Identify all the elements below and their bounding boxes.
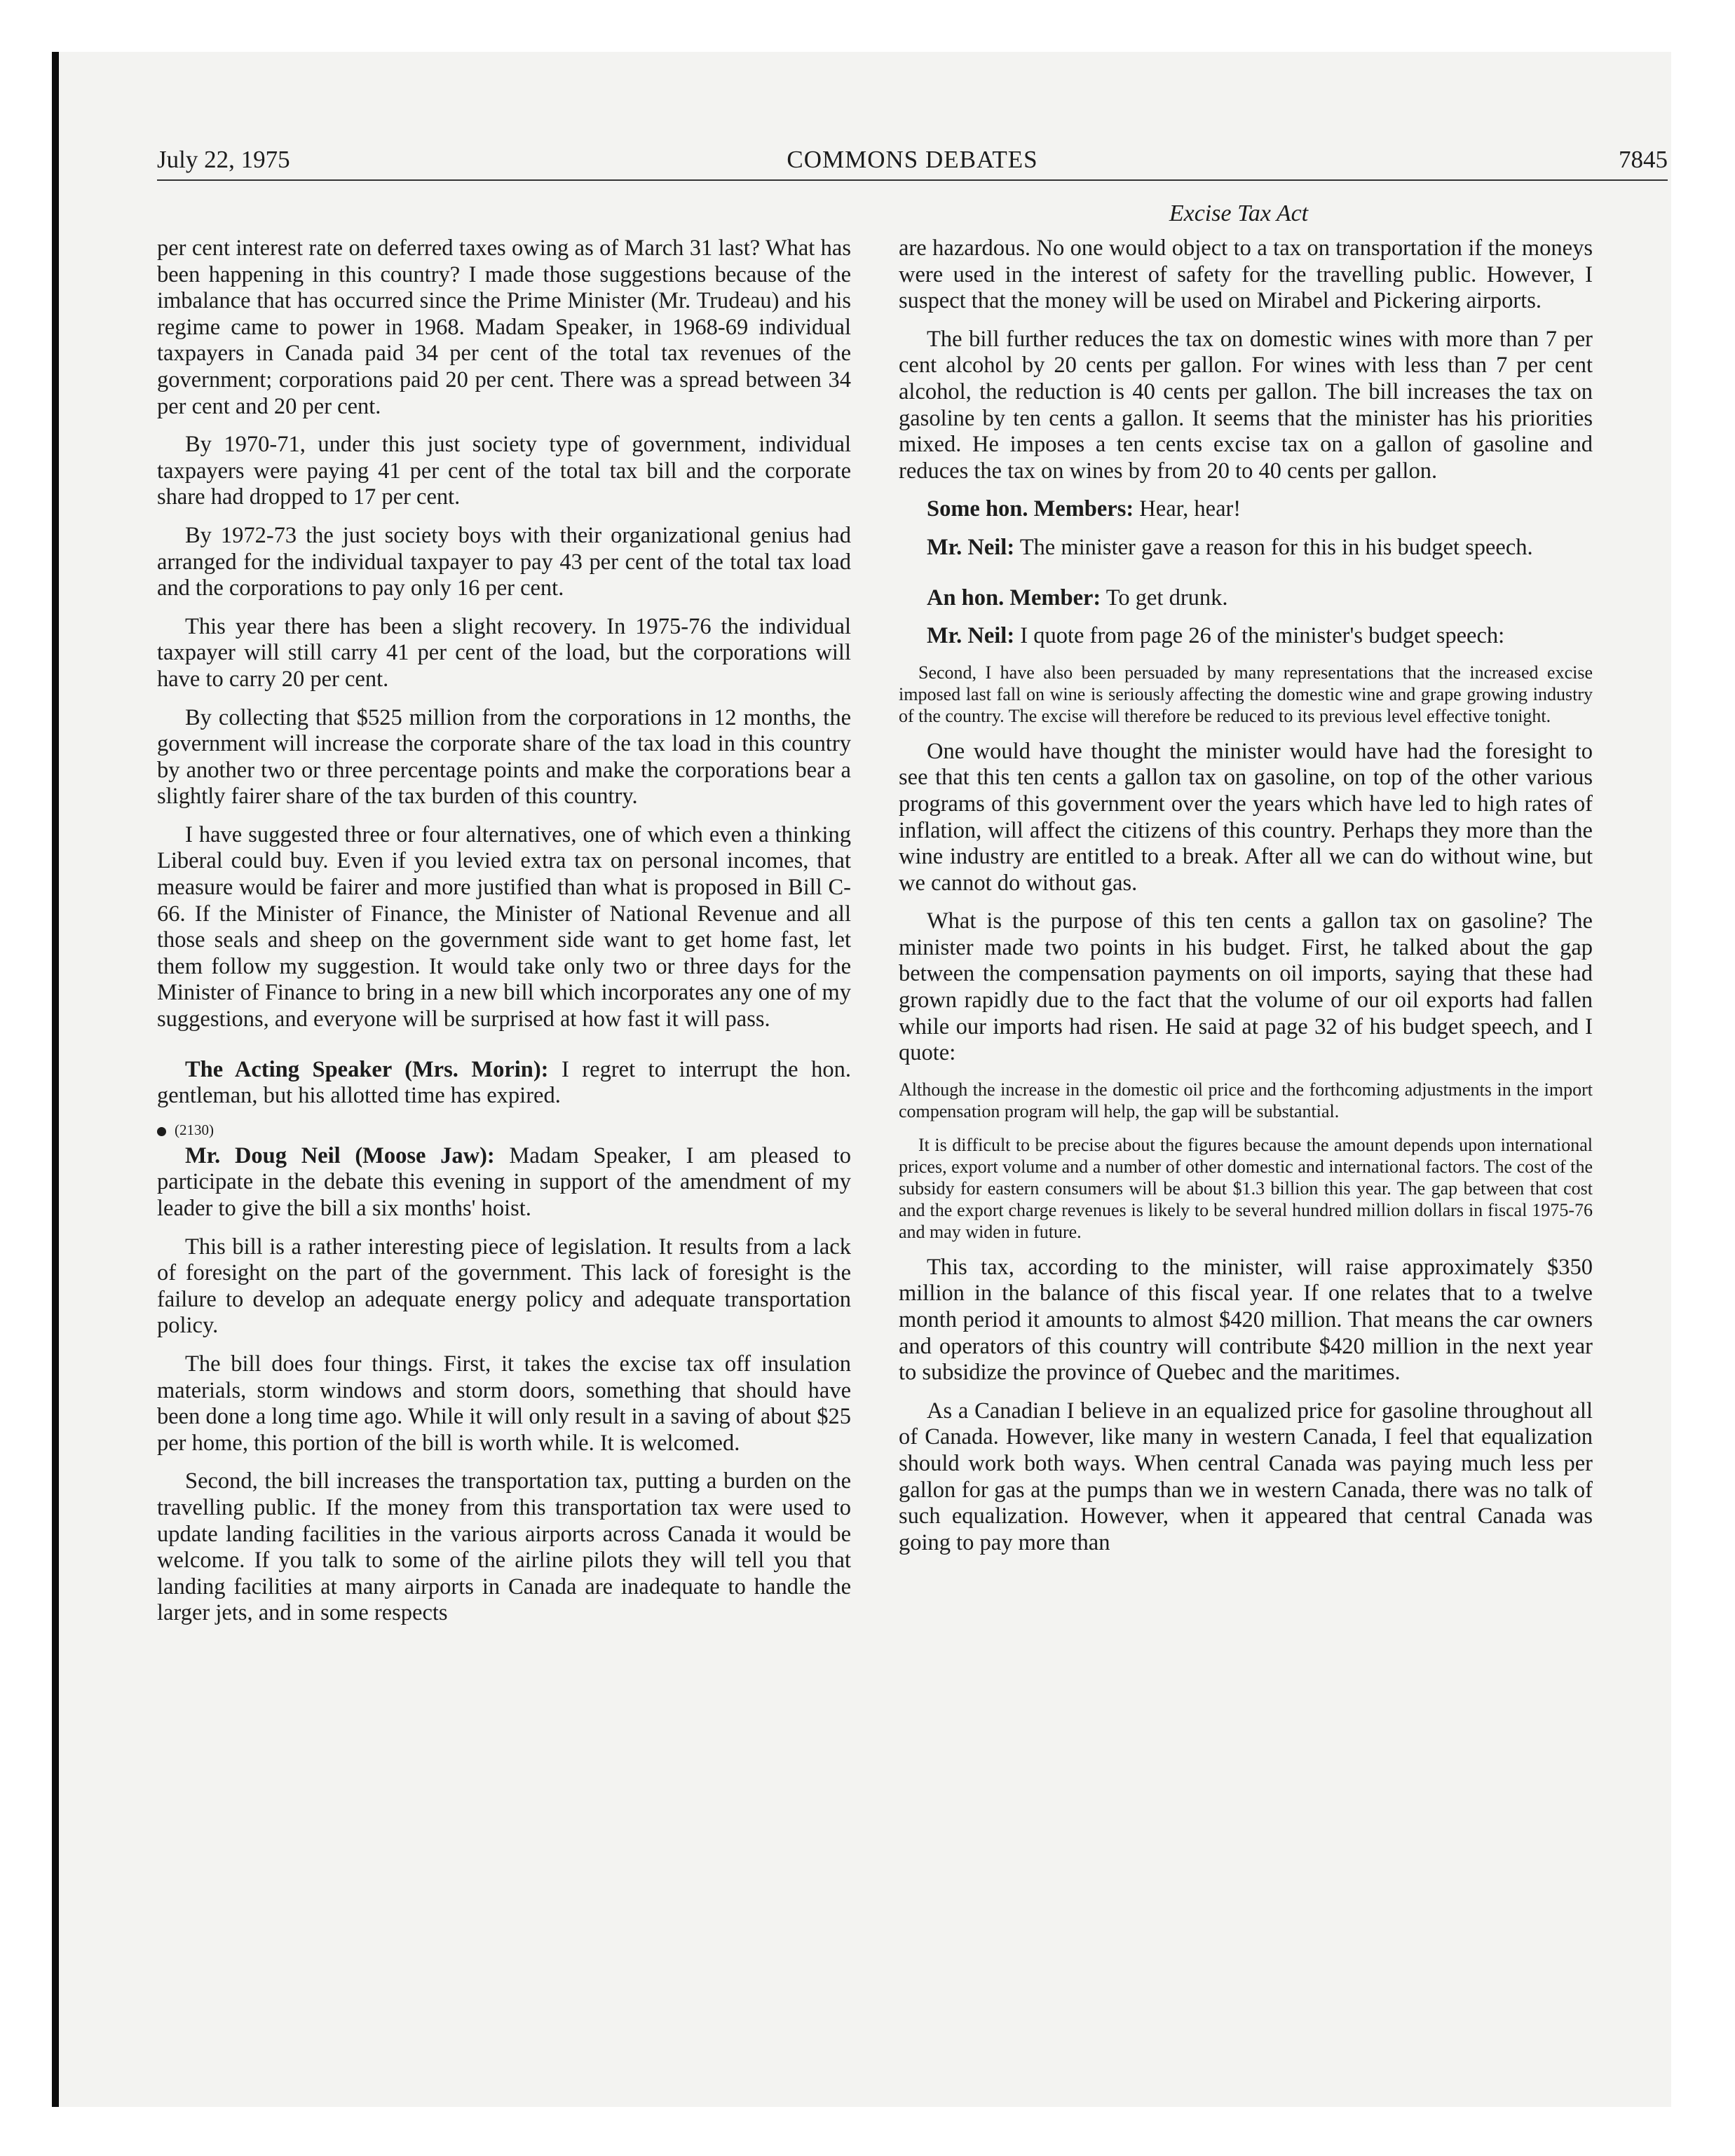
paragraph: Second, the bill increases the transportation tax, putting a burden on the travelling public. If the money from this transportation tax were used to update landing facilities in the various airports across Canada it would be welcome. If you talk to some of the airline pilots they will tell you that landing facilities at many airports in Canada are inadequate to handle the larger jets, and in some respects — [157, 1468, 851, 1626]
paragraph: As a Canadian I believe in an equalized price for gasoline throughout all of Canada. However, like many in western Canada, I feel that equalization should work both ways. When central Canada was paying much less per gallon for gas at the pumps than we in western Canada, there was no talk of such equalization. However, when it appeared that central Canada was going to pay more than — [899, 1398, 1593, 1555]
paragraph: One would have thought the minister would have had the foresight to see that this ten cents a gallon tax on gasoline, on top of the other various programs of this government over the years which have led to high rates of inflation, will affect the citizens of this country. Perhaps they more than the wine industry are entitled to a break. After all we can do without wine, but we cannot do without gas. — [899, 738, 1593, 896]
time-marker-text: (2130) — [175, 1121, 214, 1138]
time-marker — [157, 1121, 851, 1139]
speech-member — [899, 585, 1593, 612]
paragraph: per cent interest rate on deferred taxes owing as of March 31 last? What has been happening in this country? I made those suggestions because of the imbalance that has occurred since the Prime Minister (Mr. Trudeau) and his regime came to power in 1968. Madam Speaker, in 1968-69 individual taxpayers in Canada paid 34 per cent of the total tax revenues of the government; corporations paid 20 per cent. There was a spread between 34 per cent and 20 per cent. — [157, 236, 851, 419]
speech-neil — [899, 535, 1593, 561]
paragraph: What is the purpose of this ten cents a gallon tax on gasoline? The minister made two points in his budget. First, he talked about the gap between the compensation payments on oil imports, saying that these had grown rapidly due to the fact that the volume of our oil exports had fallen while our imports had risen. He said at page 32 of his budget speech, and I quote: — [899, 908, 1593, 1066]
paragraph: The bill further reduces the tax on domestic wines with more than 7 per cent alcohol by 20 cents per gallon. For wines with less than 7 per cent alcohol, the reduction is 40 cents per gallon. The bill increases the tax on gasoline by ten cents a gallon. It seems that the minister has his priorities mixed. He imposes a ten cents excise tax on a gallon of gasoline and reduces the tax on wines by from 20 to 40 cents per gallon. — [899, 326, 1593, 484]
speaker-name: Mr. Neil: — [927, 534, 1015, 560]
speech-text: The minister gave a reason for this in his budget speech. — [1014, 534, 1533, 560]
paragraph: By 1972-73 the just society boys with their organizational genius had arranged for the individual taxpayer to pay 43 per cent of the total tax load and the corporations to pay only 16 per cent. — [157, 522, 851, 601]
speaker-name: Mr. Doug Neil (Moose Jaw): — [185, 1142, 495, 1168]
speech-neil — [157, 1143, 851, 1222]
speech-text: To get drunk. — [1101, 585, 1228, 610]
speaker-name: The Acting Speaker (Mrs. Morin): — [185, 1056, 549, 1082]
speech-text: I quote from page 26 of the minister's budget speech: — [1014, 623, 1505, 649]
page-header — [157, 146, 1668, 178]
paragraph: are hazardous. No one would object to a tax on transportation if the moneys were used in the interest of safety for the travelling public. However, I suspect that the money will be used on Mirabel and Pickering airports. — [899, 236, 1593, 314]
block-quote: It is difficult to be precise about the figures because the amount depends upon international prices, export volume and a number of other domestic and international factors. The cost of the subsidy for eastern consumers will be about $1.3 billion this year. The gap between that cost and the export charge revenues is likely to be several hundred million dollars in fiscal 1975-76 and may widen in future. — [899, 1134, 1593, 1242]
header-page-number: 7845 — [1619, 146, 1668, 173]
paragraph: This year there has been a slight recovery. In 1975-76 the individual taxpayer will still carry 41 per cent of the load, but the corporations will have to carry 20 per cent. — [157, 613, 851, 692]
section-title: Excise Tax Act — [1169, 200, 1309, 226]
header-rule — [157, 179, 1668, 181]
bullet-icon — [157, 1127, 166, 1136]
paragraph: I have suggested three or four alternatives, one of which even a thinking Liberal could buy. Even if you levied extra tax on personal incomes, that measure would be fairer and more justified than what is proposed in Bill C-66. If the Minister of Finance, the Minister of National Revenue and all those seals and sheep on the government side want to get home fast, let them follow my suggestion. It would take only two or three days for the Minister of Finance to bring in a new bill which incorporates any one of my suggestions, and everyone will be surprised at how fast it will pass. — [157, 821, 851, 1032]
right-column — [899, 236, 1593, 1568]
speaker-name: An hon. Member: — [927, 585, 1101, 610]
speech-text: Hear, hear! — [1134, 496, 1241, 522]
block-quote: Although the increase in the domestic oil price and the forthcoming adjustments in the import compensation program will help, the gap will be substantial. — [899, 1079, 1593, 1121]
speech-text: I regret to interrupt the hon. gentleman, but his allotted time has expired. — [157, 1056, 851, 1109]
speech-acting-speaker — [157, 1057, 851, 1110]
binding-edge — [52, 52, 59, 2107]
paragraph: This bill is a rather interesting piece of legislation. It results from a lack of foresight on the part of the government. This lack of foresight is the failure to develop an adequate energy policy and adequate transportation policy. — [157, 1234, 851, 1339]
speaker-name: Mr. Neil: — [927, 623, 1015, 649]
header-title: COMMONS DEBATES — [787, 146, 1038, 173]
paragraph: By collecting that $525 million from the corporations in 12 months, the government will increase the corporate share of the tax load in this country by another two or three percentage points and make the corporations bear a slightly fairer share of the tax burden of this country. — [157, 704, 851, 810]
speaker-name: Some hon. Members: — [927, 496, 1134, 522]
left-column — [157, 236, 851, 1639]
block-quote: Second, I have also been persuaded by many representations that the increased excise imposed last fall on wine is seriously affecting the domestic wine and grape growing industry of the country. The excise will therefore be reduced to its previous level effective tonight. — [899, 662, 1593, 726]
header-date: July 22, 1975 — [157, 146, 290, 173]
speech-text: Madam Speaker, I am pleased to participate in the debate this evening in support of the amendment of my leader to give the bill a six months' hoist. — [157, 1142, 851, 1221]
paragraph: This tax, according to the minister, will raise approximately $350 million in the balance of this fiscal year. If one relates that to a twelve month period it amounts to almost $420 million. That means the car owners and operators of this country will contribute $420 million in the next year to subsidize the province of Quebec and the maritimes. — [899, 1254, 1593, 1386]
paragraph: By 1970-71, under this just society type of government, individual taxpayers were paying 41 per cent of the total tax bill and the corporate share had dropped to 17 per cent. — [157, 432, 851, 510]
paragraph: The bill does four things. First, it takes the excise tax off insulation materials, storm windows and storm doors, something that should have been done a long time ago. While it will only result in a saving of about $25 per home, this portion of the bill is worth while. It is welcomed. — [157, 1351, 851, 1456]
speech-neil — [899, 623, 1593, 650]
speech-members — [899, 496, 1593, 523]
